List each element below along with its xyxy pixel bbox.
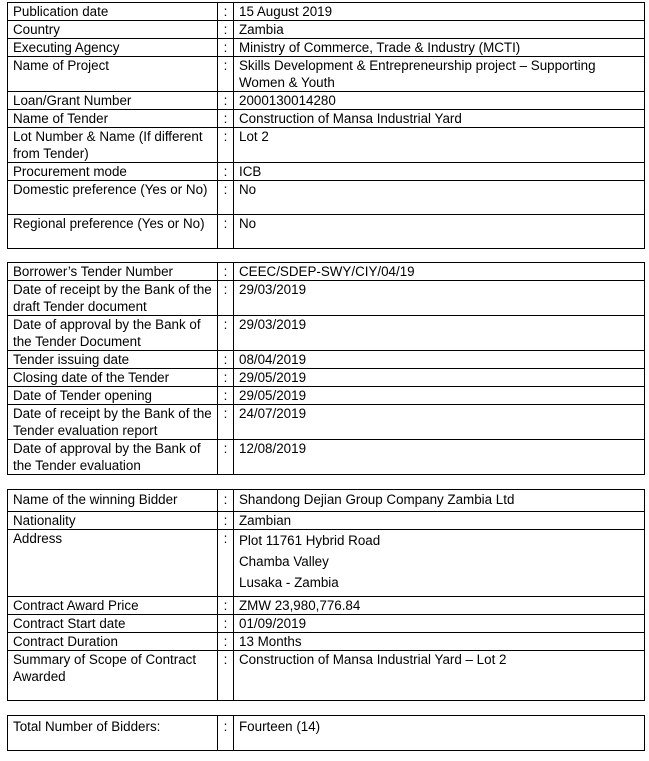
field-value: Ministry of Commerce, Trade & Industry (MCTI)	[234, 39, 645, 57]
table-row	[8, 181, 645, 215]
field-label: Date of receipt by the Bank of the Tender evaluation report	[8, 405, 218, 440]
field-value: CEEC/SDEP-SWY/CIY/04/19	[234, 263, 645, 281]
field-value: 29/05/2019	[234, 369, 645, 387]
address-value	[234, 530, 645, 597]
table-row	[8, 512, 645, 530]
separator: :	[218, 633, 234, 651]
table-row	[8, 351, 645, 369]
separator: :	[218, 92, 234, 110]
field-value: Shandong Dejian Group Company Zambia Ltd	[234, 490, 645, 512]
field-label: Date of approval by the Bank of the Tender Document	[8, 316, 218, 351]
field-label: Domestic preference (Yes or No)	[8, 181, 218, 215]
field-label: Regional preference (Yes or No)	[8, 215, 218, 249]
separator: :	[218, 512, 234, 530]
separator: :	[218, 128, 234, 163]
field-value: Construction of Mansa Industrial Yard	[234, 110, 645, 128]
separator: :	[218, 651, 234, 701]
table-row	[8, 716, 645, 751]
field-label: Date of receipt by the Bank of the draft Tender document	[8, 281, 218, 316]
table-row	[8, 615, 645, 633]
separator: :	[218, 39, 234, 57]
field-label: Borrower’s Tender Number	[8, 263, 218, 281]
field-value: ZMW 23,980,776.84	[234, 597, 645, 615]
separator: :	[218, 21, 234, 39]
field-value: Zambia	[234, 21, 645, 39]
field-label: Date of approval by the Bank of the Tender evaluation	[8, 440, 218, 475]
field-label: Contract Award Price	[8, 597, 218, 615]
field-label: Address	[8, 530, 218, 597]
table-row	[8, 387, 645, 405]
field-label: Total Number of Bidders:	[8, 716, 218, 751]
table-row	[8, 530, 645, 597]
separator: :	[218, 369, 234, 387]
table-row	[8, 215, 645, 249]
field-value: No	[234, 215, 645, 249]
field-value: No	[234, 181, 645, 215]
separator: :	[218, 405, 234, 440]
separator: :	[218, 615, 234, 633]
table-row	[8, 57, 645, 92]
separator: :	[218, 351, 234, 369]
separator: :	[218, 530, 234, 597]
field-label: Summary of Scope of Contract Awarded	[8, 651, 218, 701]
table-row	[8, 39, 645, 57]
field-label: Name of Project	[8, 57, 218, 92]
field-label: Loan/Grant Number	[8, 92, 218, 110]
table-row	[8, 440, 645, 475]
field-value: Zambian	[234, 512, 645, 530]
table-row	[8, 633, 645, 651]
field-value: Fourteen (14)	[234, 716, 645, 751]
tender-info-table	[7, 2, 645, 249]
separator: :	[218, 490, 234, 512]
field-value: 29/03/2019	[234, 316, 645, 351]
field-value: Skills Development & Entrepreneurship project – Supporting Women & Youth	[234, 57, 645, 92]
separator: :	[218, 57, 234, 92]
field-value: 15 August 2019	[234, 3, 645, 21]
address-line: Chamba Valley	[239, 554, 329, 569]
field-value: Lot 2	[234, 128, 645, 163]
field-value: ICB	[234, 163, 645, 181]
separator: :	[218, 181, 234, 215]
table-row	[8, 3, 645, 21]
field-value: 24/07/2019	[234, 405, 645, 440]
field-label: Executing Agency	[8, 39, 218, 57]
field-value: 2000130014280	[234, 92, 645, 110]
table-row	[8, 263, 645, 281]
table-row	[8, 369, 645, 387]
separator: :	[218, 597, 234, 615]
table-row	[8, 597, 645, 615]
table-row	[8, 92, 645, 110]
field-label: Country	[8, 21, 218, 39]
separator: :	[218, 3, 234, 21]
table-row	[8, 110, 645, 128]
table-row	[8, 490, 645, 512]
table-row	[8, 281, 645, 316]
field-label: Closing date of the Tender	[8, 369, 218, 387]
separator: :	[218, 281, 234, 316]
separator: :	[218, 316, 234, 351]
separator: :	[218, 215, 234, 249]
table-row	[8, 651, 645, 701]
separator: :	[218, 716, 234, 751]
address-line: Lusaka - Zambia	[239, 575, 339, 590]
separator: :	[218, 163, 234, 181]
table-row	[8, 163, 645, 181]
field-label: Procurement mode	[8, 163, 218, 181]
separator: :	[218, 387, 234, 405]
field-value: 29/05/2019	[234, 387, 645, 405]
field-label: Name of Tender	[8, 110, 218, 128]
table-row	[8, 21, 645, 39]
field-label: Contract Start date	[8, 615, 218, 633]
tender-dates-table	[7, 262, 645, 475]
award-table	[7, 489, 645, 701]
field-label: Publication date	[8, 3, 218, 21]
field-label: Date of Tender opening	[8, 387, 218, 405]
field-label: Name of the winning Bidder	[8, 490, 218, 512]
table-row	[8, 316, 645, 351]
field-label: Lot Number & Name (If different from Tender)	[8, 128, 218, 163]
separator: :	[218, 440, 234, 475]
field-value: 13 Months	[234, 633, 645, 651]
separator: :	[218, 110, 234, 128]
field-label: Contract Duration	[8, 633, 218, 651]
field-value: Construction of Mansa Industrial Yard – Lot 2	[234, 651, 645, 701]
field-label: Tender issuing date	[8, 351, 218, 369]
separator: :	[218, 263, 234, 281]
bidders-count-table	[7, 715, 645, 751]
field-value: 29/03/2019	[234, 281, 645, 316]
field-value: 08/04/2019	[234, 351, 645, 369]
field-value: 01/09/2019	[234, 615, 645, 633]
field-value: 12/08/2019	[234, 440, 645, 475]
address-line: Plot 11761 Hybrid Road	[239, 533, 381, 548]
table-row	[8, 128, 645, 163]
field-label: Nationality	[8, 512, 218, 530]
table-row	[8, 405, 645, 440]
